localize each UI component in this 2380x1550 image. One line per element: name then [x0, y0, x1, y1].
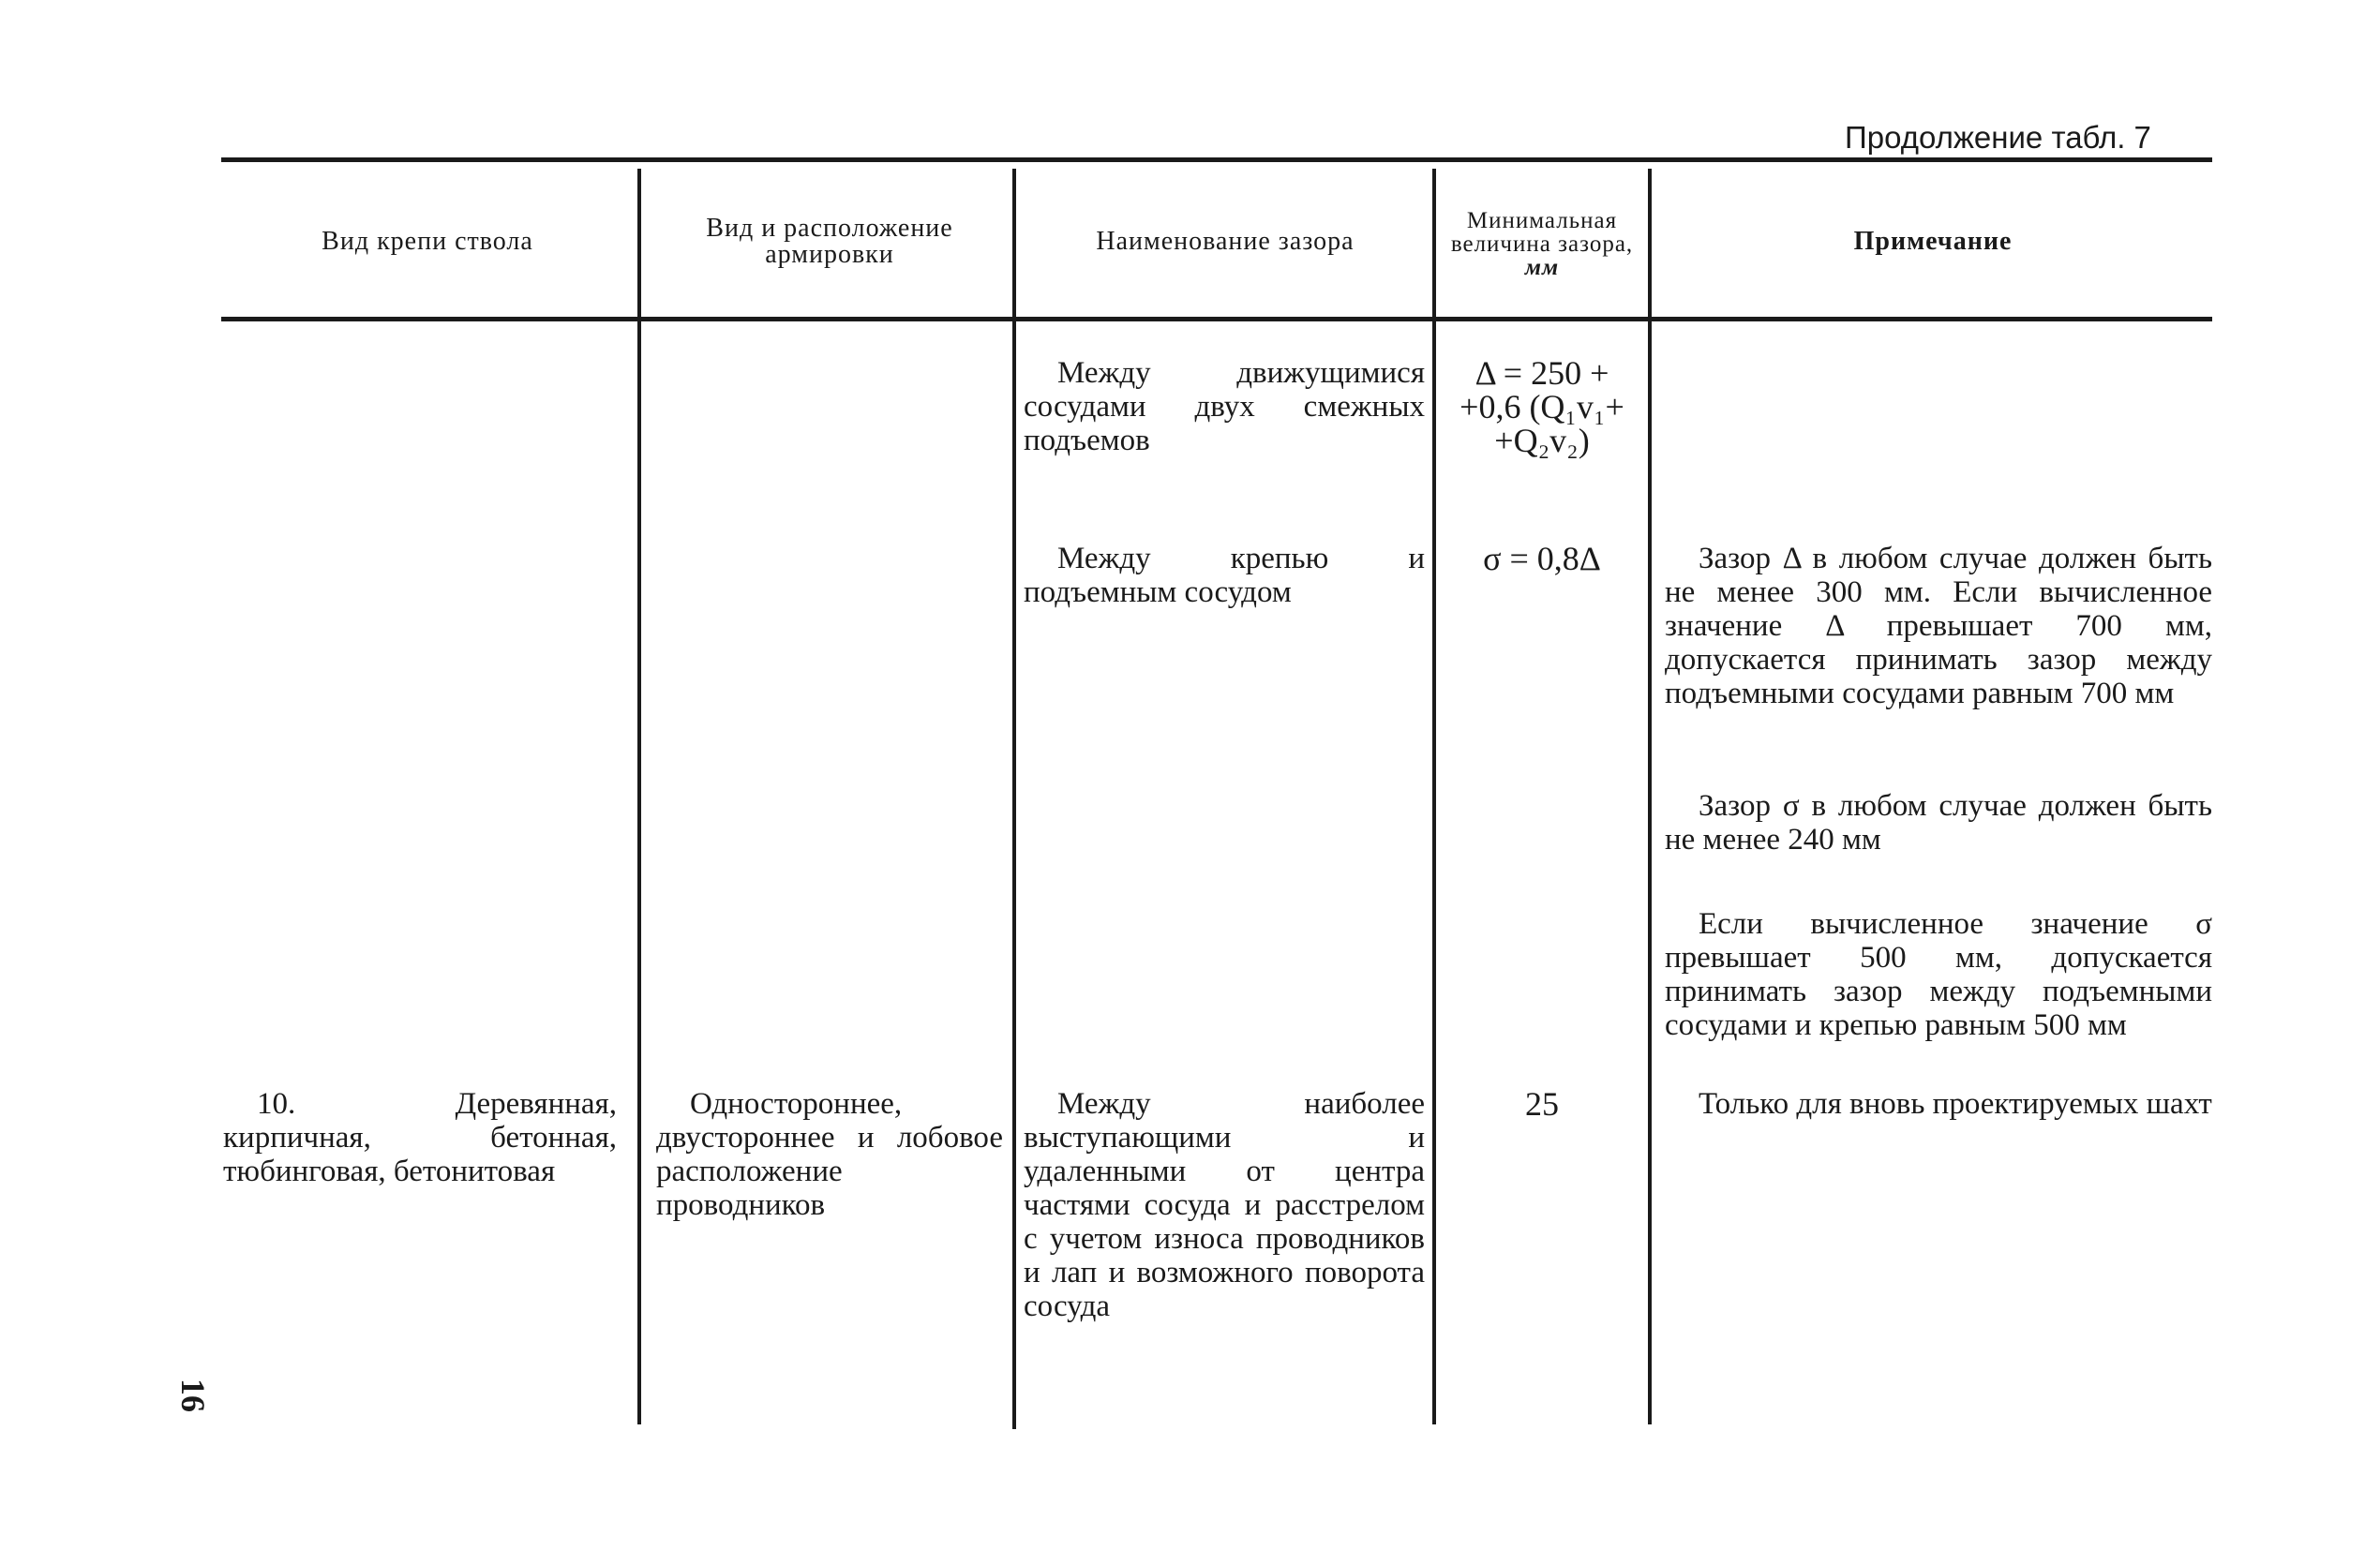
header-gap-name [1022, 169, 1429, 314]
column-divider-1 [637, 169, 641, 1424]
row3-arrangement: Одностороннее, двустороннее и лобовое расположение проводников [656, 1087, 1003, 1222]
row1-min-value: Δ = 250 + +0,6 (Q₁v₁+ +Q₂v₂) [1459, 354, 1624, 459]
header-min-value-unit: мм [1524, 254, 1560, 280]
page-number: 16 [174, 1379, 212, 1412]
header-min-value [1438, 183, 1646, 305]
header-min-value-label: Минимальная величина зазора, [1450, 207, 1634, 257]
row1-gap-name: Между движущимися сосудами двух смежных подъемов [1024, 356, 1425, 457]
header-support-type-label: Вид крепи ствола [322, 226, 533, 256]
column-divider-4 [1648, 169, 1652, 1424]
header-notes-label: Примечание [1853, 226, 2013, 256]
column-divider-2 [1012, 169, 1016, 1429]
table-top-rule [221, 157, 2212, 162]
row3-note: Только для вновь проектируемых шахт [1699, 1087, 2212, 1121]
header-arrangement [656, 169, 1003, 314]
column-divider-3 [1432, 169, 1436, 1424]
row2-note-3: Если вычисленное значение σ превышает 500 мм, допускается принимать зазор между подъемными сосудами и крепью равным 500 мм [1665, 907, 2212, 1042]
row3-support-type: 10. Деревянная, кирпичная, бетонная, тюбинговая, бетонитовая [223, 1087, 617, 1188]
header-notes [1654, 169, 2212, 314]
header-gap-name-label: Наименование зазора [1096, 226, 1355, 256]
row3-gap-name: Между наиболее выступающими и удаленными от центра частями сосуда и расстрелом с учетом износа проводников и лап и возможного поворота сосуда [1024, 1087, 1425, 1323]
row2-gap-name: Между крепью и подъемным сосудом [1024, 542, 1425, 609]
table-continuation-caption: Продолжение табл. 7 [1845, 120, 2151, 155]
row3-min-value: 25 [1525, 1085, 1559, 1123]
header-bottom-rule [221, 317, 2212, 321]
row2-note-1: Зазор Δ в любом случае должен быть не менее 300 мм. Если вычисленное значение Δ превышает 700 мм, допускается принимать зазор между подъемными сосудами равным 700 мм [1665, 542, 2212, 710]
header-support-type [221, 169, 634, 314]
header-arrangement-label: Вид и расположение армировки [706, 213, 953, 269]
row2-min-value: σ = 0,8Δ [1483, 540, 1601, 577]
row2-note-2: Зазор σ в любом случае должен быть не менее 240 мм [1665, 789, 2212, 857]
